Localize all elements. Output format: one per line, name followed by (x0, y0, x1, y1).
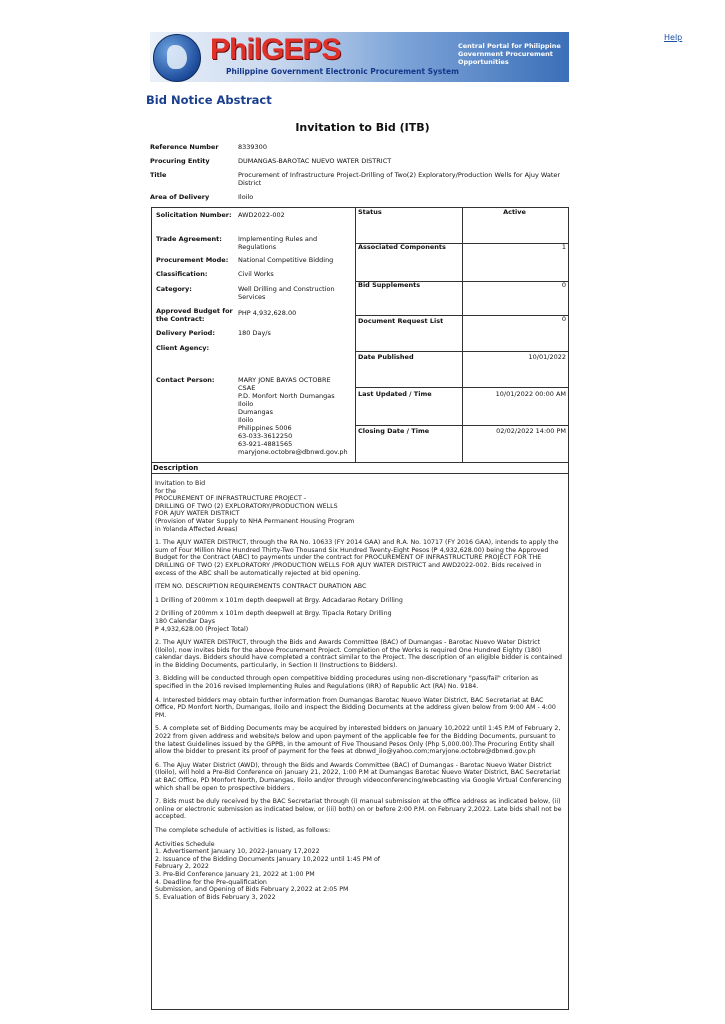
item-2-line: ₱ 4,932,628.00 (Project Total) (155, 625, 249, 633)
contact-details (238, 376, 354, 456)
bid-supplements-row (356, 281, 568, 316)
logo-text: PhilGEPS (210, 33, 341, 66)
item-2 (155, 610, 563, 633)
logo-subtitle: Philippine Government Electronic Procurement System (226, 67, 459, 76)
associated-components-row (356, 243, 568, 282)
intro-line: for the (155, 487, 176, 495)
schedule-block (155, 841, 563, 902)
field-label: Bid Supplements (356, 281, 463, 315)
schedule-line: Submission, and Opening of Bids February 2,2022 at 2:05 PM (155, 886, 349, 894)
delivery-period: 180 Day/s (238, 329, 271, 337)
notice-title: Procurement of Infrastructure Project-Drilling of Two(2) Exploratory/Production Wells for Ajuy Water District (238, 171, 561, 187)
document-request-row (356, 315, 568, 352)
intro-line: in Yolanda Affected Areas) (155, 525, 238, 533)
field-label: Date Published (356, 351, 463, 387)
approved-budget: PHP 4,932,628.00 (238, 309, 297, 317)
schedule-line: 5. Evaluation of Bids February 3, 2022 (155, 893, 276, 901)
description-text (155, 480, 563, 907)
field-label: Status (356, 208, 463, 243)
title-row (150, 171, 570, 187)
field-label: Title (150, 171, 167, 179)
field-label: Last Updated / Time (356, 387, 463, 425)
field-label: Area of Delivery (150, 193, 210, 201)
approved-budget-row (156, 307, 354, 323)
item-2-line: 2 Drilling of 200mm x 101m depth deepwell at Brgy. Tipacla Rotary Drilling (155, 610, 392, 618)
intro-line: DRILLING OF TWO (2) EXPLORATORY/PRODUCTION WELLS (155, 502, 338, 510)
contact-phone: 63-921-4881565 (238, 440, 293, 448)
field-label: Category: (156, 285, 192, 293)
field-label: Contact Person: (156, 376, 215, 384)
details-table (151, 207, 569, 463)
date-published: 10/01/2022 (528, 353, 566, 361)
intro-line: (Provision of Water Supply to NHA Permanent Housing Program (155, 517, 355, 525)
contact-line: P.D. Monfort North Dumangas (238, 392, 335, 400)
procurement-mode: National Competitive Bidding (238, 256, 334, 264)
description-heading: Description (153, 464, 199, 472)
paragraph-5: 5. A complete set of Bidding Documents may be acquired by interested bidders on January 10,2022 until 1:45 P.M of February 2, 2022 from given address and website/s below and upon payment of the applicable fee for the Bidding Documents, pursuant to the latest Guidelines issued by the GPPB, in the amount of Five Thousand Pesos Only (Php 5,000.00).The Procuring Entity shall allow the bidder to present its proof of payment for the fees at dbnwd_ilo@yahoo.com;maryjone.octobre@dbnwd.gov.ph (155, 725, 561, 756)
client-agency (238, 344, 354, 352)
solicitation-row (156, 211, 354, 219)
paragraph-2: 2. The AJUY WATER DISTRICT, through the Bids and Awards Committee (BAC) of Dumangas - Barotac Nuevo Water District (Iloilo), now invites bids for the above Procurement Project. Completion of the Works is required One Hundred Eighty (180) calendar days. Bidders should have completed a contract similar to the Project. The description of an eligible bidder is contained in the Bidding Documents, particularly, in Section II (Instructions to Bidders). (155, 639, 562, 669)
field-label: Delivery Period: (156, 329, 215, 337)
procuring-entity-row (150, 157, 570, 165)
paragraph-4: 4. Interested bidders may obtain further information from Dumangas Barotac Nuevo Water District, BAC Secretariat at BAC Office, PD Monfort North, Dumangas, Iloilo and inspect the Bidding Documents at the address given below from 9:00 AM - 4:00 PM. (155, 696, 556, 719)
area-of-delivery: Iloilo (238, 193, 254, 201)
bid-supplements-count[interactable]: 0 (561, 281, 566, 289)
contact-person-row (156, 376, 354, 456)
area-row (150, 193, 570, 201)
intro-line: FOR AJUY WATER DISTRICT (155, 510, 240, 518)
reference-number: 8339300 (238, 143, 267, 151)
contact-line: Iloilo (238, 416, 254, 424)
last-updated-row (356, 387, 568, 426)
contact-line: Iloilo (238, 400, 254, 408)
contact-phone: 63-033-3612250 (238, 432, 293, 440)
intro-block (155, 480, 563, 533)
trade-agreement-row (156, 235, 354, 251)
item-2-line: 180 Calendar Days (155, 617, 216, 625)
last-updated: 10/01/2022 00:00 AM (495, 390, 566, 398)
field-label: Procurement Mode: (156, 256, 229, 264)
closing-date: 02/02/2022 14:00 PM (496, 427, 566, 435)
closing-date-row (356, 425, 568, 462)
contact-email[interactable]: maryjone.octobre@dbnwd.gov.ph (238, 448, 348, 456)
contact-line: Philippines 5006 (238, 424, 292, 432)
client-agency-row (156, 344, 354, 352)
help-link[interactable]: Help (664, 33, 683, 42)
field-label: Associated Components (356, 243, 463, 281)
status-value: Active (503, 208, 526, 216)
contact-name: MARY JONE BAYAS OCTOBRE (238, 376, 331, 384)
trade-agreement: Implementing Rules and Regulations (238, 235, 318, 251)
item-1: 1 Drilling of 200mm x 101m depth deepwell at Brgy. Adcadarao Rotary Drilling (155, 596, 403, 604)
divider (151, 473, 568, 474)
date-published-row (356, 351, 568, 388)
page-title: Bid Notice Abstract (146, 93, 272, 107)
solicitation-number: AWD2022-002 (238, 211, 285, 219)
reference-number-row (150, 143, 570, 151)
status-row (356, 208, 568, 244)
schedule-line: 1. Advertisement January 10, 2022-January 17,2022 (155, 848, 320, 856)
reference-block (150, 143, 570, 207)
field-label: Approved Budget for the Contract: (156, 307, 233, 323)
intro-line: Invitation to Bid (155, 480, 206, 487)
delivery-period-row (156, 329, 354, 337)
procuring-entity: DUMANGAS-BAROTAC NUEVO WATER DISTRICT (238, 157, 392, 165)
item-header: ITEM NO. DESCRIPTION REQUIREMENTS CONTRACT DURATION ABC (155, 583, 367, 591)
procurement-mode-row (156, 256, 354, 264)
document-request-count[interactable]: 0 (561, 315, 566, 323)
field-label: Trade Agreement: (156, 235, 222, 243)
paragraph-1: 1. The AJUY WATER DISTRICT, through the RA No. 10633 (FY 2014 GAA) and R.A. No. 10717 (FY 2016 GAA), intends to apply the sum of Four Million Nine Hundred Thirty-Two Thousand Six Hundred Twenty-Eight Pesos (₱ 4,932,628.00) being the Approved Budget for the Contract (ABC) to payments under the contract for PROCUREMENT OF INFRASTRUCTURE PROJECT FOR THE DRILLING OF TWO (2) EXPLORATORY /PRODUCTION WELLS FOR AJUY WATER DISTRICT and AWD2022-002. Bids received in excess of the ABC shall be automatically rejected at bid opening. (155, 539, 559, 577)
paragraph-7: 7. Bids must be duly received by the BAC Secretariat through (i) manual submission at the office address as indicated below, (ii) online or electronic submission as indicated below, or (iii) both) on or before 2:00 P.M. on February 2,2022. Late bids shall not be accepted. (155, 798, 562, 821)
schedule-line: February 2, 2022 (155, 863, 209, 871)
paragraph-8: The complete schedule of activities is listed, as follows: (155, 826, 331, 834)
contact-line: Dumangas (238, 408, 274, 416)
associated-components-count: 1 (561, 243, 566, 251)
globe-logo-icon (153, 34, 201, 82)
schedule-line: Activities Schedule (155, 840, 215, 848)
field-label: Reference Number (150, 143, 219, 151)
contact-line: CSAE (238, 384, 256, 392)
field-label: Client Agency: (156, 344, 210, 352)
field-label: Classification: (156, 270, 208, 278)
paragraph-3: 3. Bidding will be conducted through open competitive bidding procedures using non-discretionary "pass/fail" criterion as specified in the 2016 revised Implementing Rules and Regulations (IRR) of Republic Act (RA) No. 9184. (155, 675, 539, 691)
schedule-line: 2. Issuance of the Bidding Documents January 10,2022 until 1:45 PM of (155, 855, 381, 863)
field-label: Closing Date / Time (356, 425, 463, 462)
tagline: Central Portal for Philippine Government Procurement Opportunities (458, 42, 561, 66)
classification-row (156, 270, 354, 278)
category-row (156, 285, 354, 301)
field-label: Procuring Entity (150, 157, 210, 165)
field-label: Solicitation Number: (156, 211, 232, 219)
intro-line: PROCUREMENT OF INFRASTRUCTURE PROJECT - (155, 495, 307, 503)
field-label: Document Request List (356, 315, 463, 351)
category: Well Drilling and Construction Services (238, 285, 335, 301)
classification: Civil Works (238, 270, 274, 278)
schedule-line: 3. Pre-Bid Conference January 21, 2022 at 1:00 PM (155, 870, 315, 878)
paragraph-6: 6. The Ajuy Water District (AWD), through the Bids and Awards Committee (BAC) of Dumangas - Barotac Nuevo Water District (Iloilo), will hold a Pre-Bid Conference on January 21, 2022, 1:00 P.M at Dumangas Barotac Nuevo Water District, BAC Secretariat at BAC Office, PD Monfort North, Dumangas, Iloilo and/or through videoconferencing/webcasting via Google Virtual Conferencing which shall be open to prospective bidders . (155, 761, 562, 792)
document-title: Invitation to Bid (ITB) (295, 121, 430, 134)
philgeps-banner (150, 32, 569, 82)
schedule-line: 4. Deadline for the Pre-qualification (155, 878, 267, 886)
